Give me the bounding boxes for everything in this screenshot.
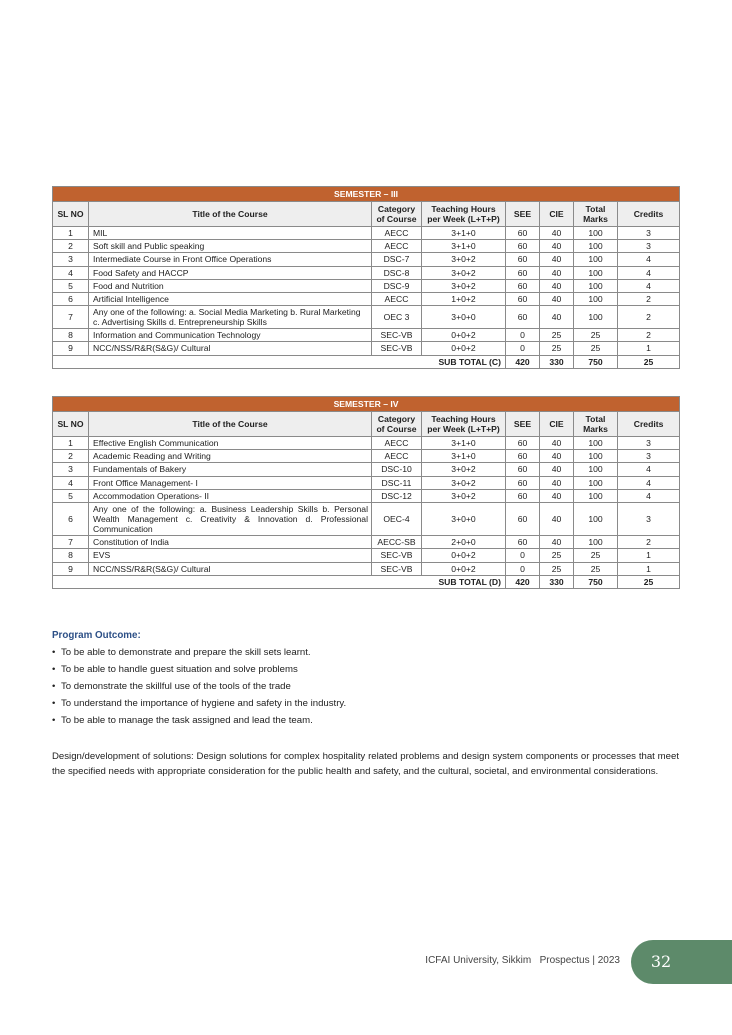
cell-title: Information and Communication Technology — [89, 329, 372, 342]
cell-see: 60 — [506, 305, 540, 328]
footer-text: ICFAI University, Sikkim Prospectus | 2023 — [425, 955, 620, 966]
cell-category: AECC — [372, 437, 422, 450]
cell-hours: 0+0+2 — [422, 329, 506, 342]
program-outcome-section — [52, 630, 679, 729]
table-row — [53, 227, 680, 240]
cell-cie: 25 — [540, 549, 574, 562]
cell-cie: 25 — [540, 562, 574, 575]
program-outcome-heading: Program Outcome: — [52, 630, 141, 641]
table-row — [53, 253, 680, 266]
semester-4-table — [52, 396, 680, 589]
outcome-text: To demonstrate the skillful use of the tools of the trade — [61, 681, 291, 692]
cell-hours: 1+0+2 — [422, 292, 506, 305]
cell-category: AECC — [372, 240, 422, 253]
table-row — [53, 279, 680, 292]
page-number: 32 — [650, 952, 672, 971]
cell-sl: 8 — [53, 329, 89, 342]
cell-sl: 7 — [53, 536, 89, 549]
bullet-icon: • — [52, 698, 56, 709]
cell-category: AECC — [372, 450, 422, 463]
page-number-tab — [631, 940, 732, 984]
cell-category: AECC — [372, 292, 422, 305]
table-row — [53, 292, 680, 305]
bullet-icon: • — [52, 664, 56, 675]
cell-credits: 3 — [618, 240, 680, 253]
cell-cie: 40 — [540, 450, 574, 463]
cell-total: 25 — [574, 329, 618, 342]
table-row — [53, 437, 680, 450]
cell-total: 100 — [574, 292, 618, 305]
cell-see: 60 — [506, 450, 540, 463]
list-item — [52, 712, 679, 729]
cell-sl: 2 — [53, 240, 89, 253]
cell-see: 60 — [506, 253, 540, 266]
cell-credits: 2 — [618, 305, 680, 328]
cell-category: DSC-10 — [372, 463, 422, 476]
cell-title: Soft skill and Public speaking — [89, 240, 372, 253]
cell-cie: 40 — [540, 489, 574, 502]
cell-title: Intermediate Course in Front Office Operations — [89, 253, 372, 266]
cell-hours: 3+0+2 — [422, 279, 506, 292]
col-cie: CIE — [540, 202, 574, 227]
cell-title: Any one of the following: a. Business Leadership Skills b. Personal Wealth Management c. Creativity & Innovation d. Professional Communication — [89, 502, 372, 535]
semester-3-table — [52, 186, 680, 369]
subtotal-credits: 25 — [618, 575, 680, 588]
cell-cie: 40 — [540, 279, 574, 292]
cell-category: SEC-VB — [372, 562, 422, 575]
cell-category: SEC-VB — [372, 342, 422, 355]
outcome-text: To understand the importance of hygiene and safety in the industry. — [61, 698, 347, 709]
cell-title: Artificial Intelligence — [89, 292, 372, 305]
table-row — [53, 536, 680, 549]
subtotal-cie: 330 — [540, 575, 574, 588]
subtotal-label: SUB TOTAL (D) — [53, 575, 506, 588]
col-cie: CIE — [540, 412, 574, 437]
table-row — [53, 489, 680, 502]
col-hours: Teaching Hours per Week (L+T+P) — [422, 412, 506, 437]
cell-sl: 3 — [53, 463, 89, 476]
cell-credits: 2 — [618, 536, 680, 549]
cell-credits: 1 — [618, 342, 680, 355]
cell-cie: 40 — [540, 292, 574, 305]
cell-cie: 40 — [540, 502, 574, 535]
cell-credits: 2 — [618, 329, 680, 342]
col-total: Total Marks — [574, 412, 618, 437]
cell-category: DSC-9 — [372, 279, 422, 292]
table-row — [53, 502, 680, 535]
cell-total: 100 — [574, 476, 618, 489]
list-item — [52, 661, 679, 678]
cell-title: Any one of the following: a. Social Media Marketing b. Rural Marketing c. Advertising Skills d. Entrepreneurship Skills — [89, 305, 372, 328]
cell-hours: 3+0+2 — [422, 476, 506, 489]
cell-sl: 6 — [53, 292, 89, 305]
cell-hours: 3+0+0 — [422, 502, 506, 535]
cell-see: 0 — [506, 342, 540, 355]
subtotal-cie: 330 — [540, 355, 574, 368]
cell-hours: 0+0+2 — [422, 342, 506, 355]
cell-hours: 3+0+2 — [422, 253, 506, 266]
cell-sl: 5 — [53, 489, 89, 502]
cell-total: 100 — [574, 463, 618, 476]
col-credits: Credits — [618, 202, 680, 227]
cell-see: 60 — [506, 227, 540, 240]
cell-hours: 3+1+0 — [422, 227, 506, 240]
cell-see: 60 — [506, 502, 540, 535]
bullet-icon: • — [52, 715, 56, 726]
cell-credits: 3 — [618, 227, 680, 240]
subtotal-row — [53, 355, 680, 368]
cell-sl: 8 — [53, 549, 89, 562]
cell-sl: 6 — [53, 502, 89, 535]
cell-hours: 3+1+0 — [422, 450, 506, 463]
cell-cie: 25 — [540, 329, 574, 342]
cell-hours: 3+0+2 — [422, 489, 506, 502]
table-row — [53, 476, 680, 489]
cell-title: MIL — [89, 227, 372, 240]
cell-sl: 9 — [53, 562, 89, 575]
cell-category: OEC-4 — [372, 502, 422, 535]
cell-cie: 40 — [540, 227, 574, 240]
col-title: Title of the Course — [89, 412, 372, 437]
cell-total: 100 — [574, 240, 618, 253]
subtotal-row — [53, 575, 680, 588]
outcome-list — [52, 644, 679, 729]
cell-total: 25 — [574, 562, 618, 575]
cell-sl: 9 — [53, 342, 89, 355]
cell-sl: 1 — [53, 437, 89, 450]
cell-hours: 3+0+2 — [422, 266, 506, 279]
table-row — [53, 342, 680, 355]
list-item — [52, 678, 679, 695]
col-sl-no: SL NO — [53, 202, 89, 227]
cell-title: Academic Reading and Writing — [89, 450, 372, 463]
list-item — [52, 695, 679, 712]
col-see: SEE — [506, 412, 540, 437]
table-row — [53, 305, 680, 328]
cell-category: DSC-7 — [372, 253, 422, 266]
cell-category: DSC-11 — [372, 476, 422, 489]
subtotal-label: SUB TOTAL (C) — [53, 355, 506, 368]
cell-cie: 40 — [540, 536, 574, 549]
col-total: Total Marks — [574, 202, 618, 227]
cell-see: 0 — [506, 562, 540, 575]
outcome-text: To be able to demonstrate and prepare the skill sets learnt. — [61, 647, 311, 658]
cell-title: Front Office Management- I — [89, 476, 372, 489]
cell-see: 0 — [506, 329, 540, 342]
subtotal-see: 420 — [506, 355, 540, 368]
cell-total: 25 — [574, 549, 618, 562]
cell-credits: 4 — [618, 253, 680, 266]
cell-title: EVS — [89, 549, 372, 562]
outcome-text: To be able to manage the task assigned and lead the team. — [61, 715, 313, 726]
cell-total: 100 — [574, 536, 618, 549]
cell-title: Fundamentals of Bakery — [89, 463, 372, 476]
cell-credits: 2 — [618, 292, 680, 305]
cell-category: AECC — [372, 227, 422, 240]
cell-title: NCC/NSS/R&R(S&G)/ Cultural — [89, 562, 372, 575]
cell-sl: 1 — [53, 227, 89, 240]
cell-category: DSC-8 — [372, 266, 422, 279]
cell-total: 100 — [574, 502, 618, 535]
cell-title: Accommodation Operations- II — [89, 489, 372, 502]
table-row — [53, 240, 680, 253]
subtotal-credits: 25 — [618, 355, 680, 368]
column-header-row — [53, 412, 680, 437]
cell-see: 60 — [506, 266, 540, 279]
cell-total: 100 — [574, 437, 618, 450]
table-row — [53, 562, 680, 575]
cell-total: 100 — [574, 305, 618, 328]
cell-see: 60 — [506, 240, 540, 253]
cell-credits: 3 — [618, 502, 680, 535]
cell-sl: 7 — [53, 305, 89, 328]
cell-sl: 2 — [53, 450, 89, 463]
cell-see: 0 — [506, 549, 540, 562]
cell-total: 100 — [574, 227, 618, 240]
col-category: Category of Course — [372, 202, 422, 227]
cell-hours: 2+0+0 — [422, 536, 506, 549]
cell-credits: 4 — [618, 463, 680, 476]
cell-sl: 3 — [53, 253, 89, 266]
cell-total: 25 — [574, 342, 618, 355]
table-row — [53, 463, 680, 476]
cell-see: 60 — [506, 437, 540, 450]
cell-category: OEC 3 — [372, 305, 422, 328]
cell-cie: 40 — [540, 463, 574, 476]
semester-4-title: SEMESTER – IV — [53, 397, 680, 412]
outcome-text: To be able to handle guest situation and solve problems — [61, 664, 298, 675]
cell-title: Food and Nutrition — [89, 279, 372, 292]
cell-credits: 1 — [618, 549, 680, 562]
col-see: SEE — [506, 202, 540, 227]
cell-cie: 40 — [540, 476, 574, 489]
design-solutions-paragraph: Design/development of solutions: Design solutions for complex hospitality related problems and design system components or processes that meet the specified needs with appropriate consideration for the public health and safety, and the cultural, societal, and environmental considerations. — [52, 751, 679, 777]
cell-see: 60 — [506, 476, 540, 489]
cell-total: 100 — [574, 489, 618, 502]
bullet-icon: • — [52, 681, 56, 692]
bullet-icon: • — [52, 647, 56, 658]
cell-see: 60 — [506, 489, 540, 502]
cell-sl: 5 — [53, 279, 89, 292]
cell-sl: 4 — [53, 476, 89, 489]
cell-hours: 0+0+2 — [422, 549, 506, 562]
cell-credits: 4 — [618, 476, 680, 489]
cell-see: 60 — [506, 292, 540, 305]
cell-title: Effective English Communication — [89, 437, 372, 450]
cell-total: 100 — [574, 253, 618, 266]
list-item — [52, 644, 679, 661]
subtotal-total: 750 — [574, 355, 618, 368]
cell-total: 100 — [574, 266, 618, 279]
col-title: Title of the Course — [89, 202, 372, 227]
cell-credits: 3 — [618, 437, 680, 450]
col-category: Category of Course — [372, 412, 422, 437]
cell-credits: 3 — [618, 450, 680, 463]
cell-total: 100 — [574, 450, 618, 463]
cell-cie: 40 — [540, 305, 574, 328]
table-row — [53, 450, 680, 463]
col-credits: Credits — [618, 412, 680, 437]
cell-title: Food Safety and HACCP — [89, 266, 372, 279]
cell-see: 60 — [506, 279, 540, 292]
subtotal-see: 420 — [506, 575, 540, 588]
subtotal-total: 750 — [574, 575, 618, 588]
cell-cie: 40 — [540, 240, 574, 253]
cell-see: 60 — [506, 536, 540, 549]
cell-cie: 40 — [540, 253, 574, 266]
table-row — [53, 266, 680, 279]
cell-credits: 4 — [618, 279, 680, 292]
cell-title: Constitution of India — [89, 536, 372, 549]
cell-hours: 3+0+2 — [422, 463, 506, 476]
cell-cie: 40 — [540, 266, 574, 279]
col-sl-no: SL NO — [53, 412, 89, 437]
cell-category: SEC-VB — [372, 329, 422, 342]
semester-3-title: SEMESTER – III — [53, 187, 680, 202]
cell-hours: 3+1+0 — [422, 437, 506, 450]
cell-cie: 40 — [540, 437, 574, 450]
cell-cie: 25 — [540, 342, 574, 355]
col-hours: Teaching Hours per Week (L+T+P) — [422, 202, 506, 227]
cell-title: NCC/NSS/R&R(S&G)/ Cultural — [89, 342, 372, 355]
cell-hours: 3+1+0 — [422, 240, 506, 253]
cell-hours: 3+0+0 — [422, 305, 506, 328]
table-row — [53, 549, 680, 562]
cell-credits: 4 — [618, 489, 680, 502]
cell-see: 60 — [506, 463, 540, 476]
cell-category: AECC-SB — [372, 536, 422, 549]
cell-sl: 4 — [53, 266, 89, 279]
cell-credits: 4 — [618, 266, 680, 279]
cell-category: SEC-VB — [372, 549, 422, 562]
cell-category: DSC-12 — [372, 489, 422, 502]
column-header-row — [53, 202, 680, 227]
cell-total: 100 — [574, 279, 618, 292]
table-row — [53, 329, 680, 342]
cell-credits: 1 — [618, 562, 680, 575]
cell-hours: 0+0+2 — [422, 562, 506, 575]
